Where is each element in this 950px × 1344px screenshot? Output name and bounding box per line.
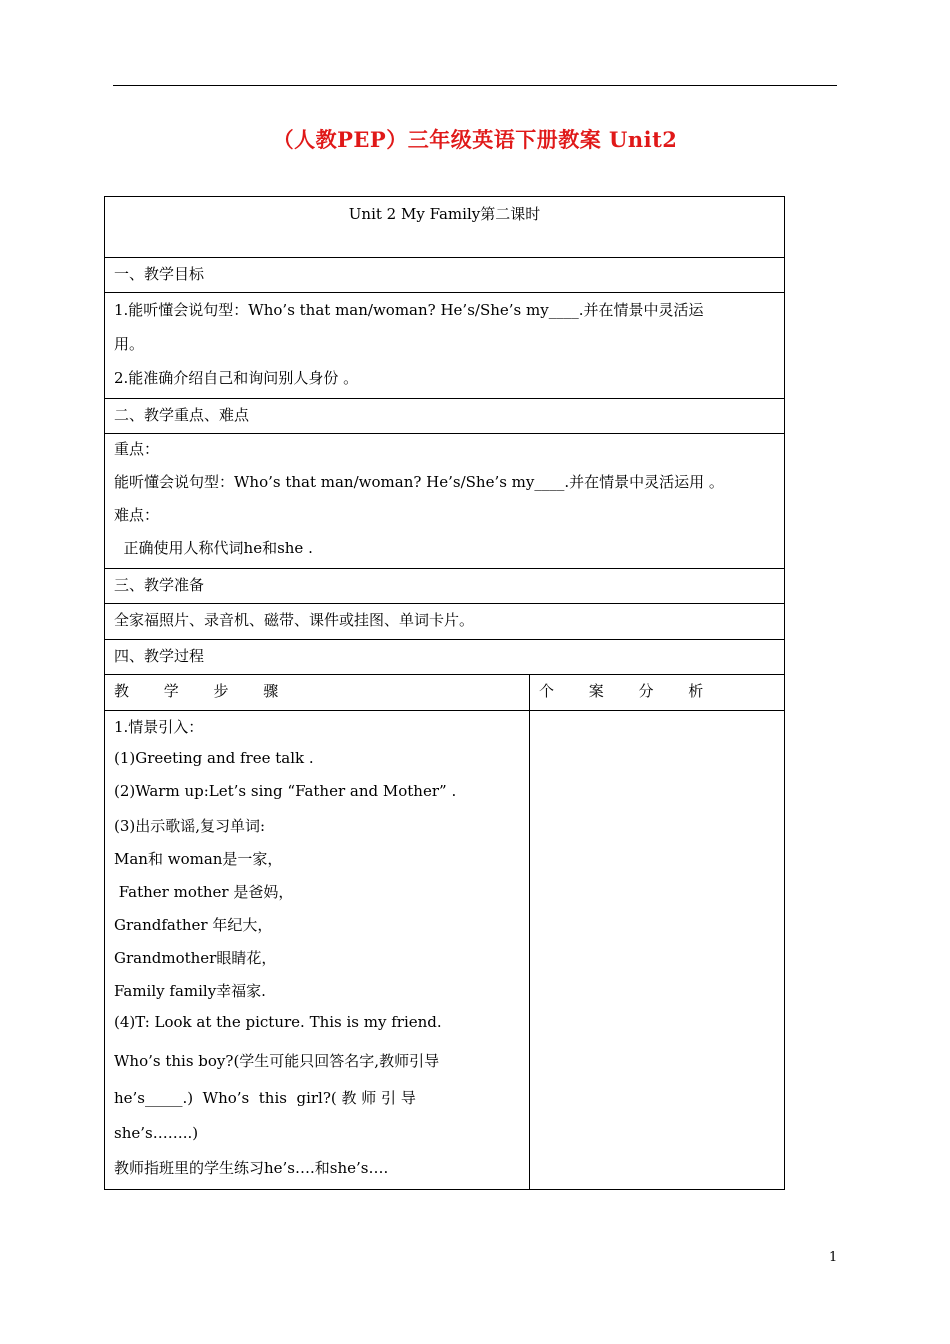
section-process-heading-row bbox=[105, 640, 784, 675]
objective-line: 用。 bbox=[114, 335, 145, 353]
process-line: (4)T: Look at the picture. This is my friend. bbox=[114, 1013, 442, 1031]
process-line: Man和 woman是一家， bbox=[114, 850, 283, 868]
keypoint-line: 难点： bbox=[114, 506, 160, 524]
section-heading: 二、教学重点、难点 bbox=[114, 406, 250, 424]
lesson-title: Unit 2 My Family第二课时 bbox=[348, 205, 541, 223]
process-line: Family family幸福家. bbox=[114, 982, 266, 1000]
process-line: she’s……..) bbox=[114, 1124, 199, 1142]
keypoints-row bbox=[105, 434, 784, 569]
process-line: (2)Warm up:Let’s sing “Father and Mother” . bbox=[114, 782, 457, 800]
process-line: Father mother 是爸妈， bbox=[114, 883, 294, 901]
preparation-row bbox=[105, 604, 784, 640]
analysis-column-header: 个 案 分 析 bbox=[539, 682, 719, 700]
section-keypoints-heading-row bbox=[105, 399, 784, 434]
header-rule bbox=[113, 85, 837, 86]
objective-line: 2.能准确介绍自己和询问别人身份 。 bbox=[114, 369, 359, 387]
keypoint-line: 能听懂会说句型：Who’s that man/woman? He’s/She’s my____.并在情景中灵活运用 。 bbox=[114, 473, 724, 491]
process-line: 教师指班里的学生练习he’s….和she’s…. bbox=[114, 1159, 389, 1177]
page-number: 1 bbox=[829, 1250, 838, 1265]
process-line: Who’s this boy?(学生可能只回答名字,教师引导 bbox=[114, 1052, 440, 1070]
process-line: Grandfather 年纪大， bbox=[114, 916, 273, 934]
lesson-title-row bbox=[105, 197, 784, 258]
process-line: 1.情景引入： bbox=[114, 718, 204, 736]
section-objectives-heading-row bbox=[105, 258, 784, 293]
keypoint-line: 重点： bbox=[114, 440, 160, 458]
section-preparation-heading-row bbox=[105, 569, 784, 604]
column-divider bbox=[529, 675, 530, 1189]
document-title: （人教PEP）三年级英语下册教案 Unit2 bbox=[272, 127, 678, 152]
process-line: he’s_____.) Who’s this girl?( 教 师 引 导 bbox=[114, 1089, 416, 1107]
process-line: (3)出示歌谣,复习单词: bbox=[114, 817, 266, 835]
process-line: (1)Greeting and free talk . bbox=[114, 749, 314, 767]
section-heading: 三、教学准备 bbox=[114, 576, 205, 594]
objectives-row bbox=[105, 293, 784, 399]
steps-column-header: 教 学 步 骤 bbox=[114, 682, 294, 700]
lesson-plan-table bbox=[104, 196, 785, 1190]
objective-line: 1.能听懂会说句型：Who’s that man/woman? He’s/She’s my____.并在情景中灵活运 bbox=[114, 301, 704, 319]
keypoint-line: 正确使用人称代词he和she . bbox=[114, 539, 313, 557]
process-content-row bbox=[105, 711, 784, 1189]
process-column-header-row bbox=[105, 675, 784, 711]
section-heading: 一、教学目标 bbox=[114, 265, 205, 283]
process-line: Grandmother眼睛花， bbox=[114, 949, 277, 967]
section-heading: 四、教学过程 bbox=[114, 647, 205, 665]
preparation-text: 全家福照片、录音机、磁带、课件或挂图、单词卡片。 bbox=[114, 611, 475, 629]
